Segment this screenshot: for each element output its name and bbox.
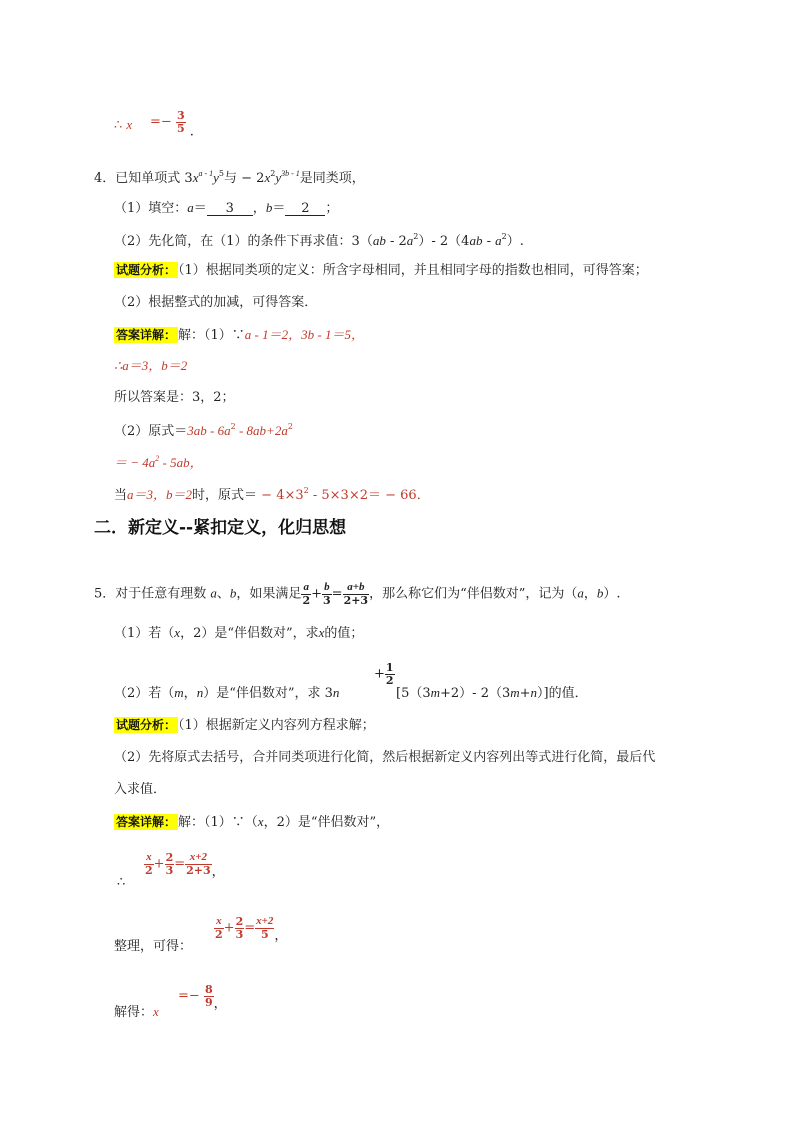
fraction-8-9 bbox=[204, 984, 214, 1008]
comma: ， bbox=[213, 996, 227, 1012]
var-n: n bbox=[530, 685, 538, 700]
eq-neg: =− bbox=[178, 988, 200, 1004]
text: 、 bbox=[216, 586, 230, 602]
q5-equation2 bbox=[214, 916, 287, 943]
fraction-num: a bbox=[303, 581, 310, 593]
comma: ， bbox=[274, 928, 288, 944]
text: （1）若（ bbox=[114, 626, 175, 641]
var-n: n bbox=[332, 685, 340, 700]
var-x: x bbox=[192, 170, 199, 185]
text: 的值； bbox=[324, 626, 364, 641]
text: ，如果满足 bbox=[236, 586, 302, 602]
fraction-den: 3 bbox=[235, 927, 244, 941]
fraction-num: 2 bbox=[235, 915, 244, 928]
var-a: a bbox=[495, 233, 502, 248]
q5-part2-bracket bbox=[396, 686, 588, 700]
text: +2）- 2（3 bbox=[440, 686, 511, 701]
text: - 2 bbox=[385, 234, 407, 249]
q4-part2 bbox=[114, 233, 524, 248]
answer-math: - 5ab， bbox=[159, 455, 203, 470]
answer-math: - 8ab+2a bbox=[235, 423, 288, 438]
equals: = bbox=[244, 920, 256, 936]
q4-answer-line6 bbox=[114, 487, 430, 502]
period: . bbox=[189, 124, 194, 140]
plus: + bbox=[153, 856, 165, 872]
section-heading bbox=[94, 520, 346, 537]
top-therefore-line bbox=[114, 118, 132, 132]
fraction-num: 1 bbox=[385, 661, 394, 674]
q5-equation1 bbox=[144, 852, 225, 879]
q5-part2-half bbox=[374, 662, 395, 686]
var-y: y bbox=[213, 170, 219, 185]
q5-answer-simplify-label bbox=[114, 940, 192, 953]
var-m: m bbox=[430, 685, 441, 700]
fraction-1-2 bbox=[385, 662, 395, 686]
text: ）是“伴侣数对”，求 3 bbox=[203, 686, 333, 701]
exponent: 5 bbox=[218, 169, 225, 178]
exponent: 2 bbox=[303, 486, 309, 495]
fraction-ab-5 bbox=[343, 582, 370, 606]
text: - bbox=[482, 234, 496, 249]
therefore-symbol: ∴ bbox=[117, 875, 126, 890]
var-b: b bbox=[265, 200, 273, 215]
answer-tag: 答案详解： bbox=[116, 815, 177, 829]
answer-text: （2）原式＝ bbox=[114, 424, 188, 439]
q4-part1-label: （1）填空： bbox=[114, 201, 188, 216]
fraction-num: x bbox=[216, 915, 222, 927]
q4-stem-text: 4．已知单项式 3 bbox=[94, 171, 193, 186]
section-title: 二．新定义--紧扣定义，化归思想 bbox=[94, 518, 347, 538]
fraction-num: a+b bbox=[347, 581, 365, 593]
q5-part1 bbox=[114, 626, 363, 640]
fraction-den: 3 bbox=[323, 593, 331, 607]
fraction-num: x bbox=[146, 851, 152, 863]
text: [5（3 bbox=[396, 686, 431, 701]
exponent: a - 1 bbox=[198, 169, 214, 178]
var-x: x bbox=[126, 117, 133, 132]
blank-a bbox=[207, 202, 253, 216]
var-x: x bbox=[264, 170, 271, 185]
fraction-den: 5 bbox=[176, 121, 185, 135]
q5-answer-line1 bbox=[114, 815, 389, 829]
q5-answer-therefore bbox=[117, 876, 125, 889]
q4-stem-text: 是同类项， bbox=[299, 171, 365, 186]
q5-analysis-line2 bbox=[114, 751, 655, 764]
var-a: a bbox=[210, 585, 217, 601]
fraction-den: 2+3 bbox=[343, 593, 369, 607]
answer-math: a＝3，b＝2 bbox=[127, 487, 193, 502]
equals: = bbox=[331, 586, 343, 602]
answer-a: 3 bbox=[225, 201, 234, 216]
eq-neg: =− bbox=[150, 114, 172, 130]
separator: ， bbox=[252, 201, 266, 216]
exponent: 2 bbox=[413, 232, 419, 241]
fraction-den: 9 bbox=[204, 995, 213, 1009]
q5-analysis-line3 bbox=[114, 783, 166, 796]
equals: ＝ bbox=[193, 201, 207, 216]
text: ）]的值． bbox=[537, 686, 588, 701]
answer-math: 3ab - 6a bbox=[187, 423, 231, 438]
comma: ， bbox=[211, 864, 225, 880]
exponent: 3b - 1 bbox=[281, 169, 300, 178]
analysis-text: （2）根据整式的加减，可得答案． bbox=[114, 295, 318, 310]
fraction-num: x+2 bbox=[256, 915, 274, 927]
therefore-symbol: ∴ bbox=[114, 118, 123, 133]
fraction-den: 2+3 bbox=[186, 863, 211, 877]
answer-text: 当 bbox=[114, 488, 128, 503]
var-x: x bbox=[257, 814, 264, 829]
fraction-den: 2 bbox=[145, 863, 153, 877]
analysis-text: （1）根据同类项的定义：所含字母相同，并且相同字母的指数也相同，可得答案； bbox=[178, 263, 648, 278]
q4-answer-line1 bbox=[114, 328, 364, 342]
q5-analysis-line1 bbox=[114, 719, 375, 732]
text: ）. bbox=[603, 586, 621, 602]
exponent: 2 bbox=[230, 422, 236, 431]
var-a: a bbox=[577, 585, 584, 601]
text: ， bbox=[583, 586, 597, 602]
var-x: x bbox=[318, 625, 325, 640]
fraction-a-2 bbox=[301, 582, 311, 606]
fraction-den: 2 bbox=[215, 927, 223, 941]
text: ，2）是“伴侣数对”，求 bbox=[180, 626, 319, 641]
answer-math: ＝ − 4a bbox=[114, 455, 156, 470]
q4-answer-line4 bbox=[114, 423, 293, 438]
equals: ＝ bbox=[272, 201, 286, 216]
fraction-num: 3 bbox=[176, 109, 185, 122]
q4-answer-line5 bbox=[114, 455, 203, 469]
text: （2）先化简，在（1）的条件下再求值：3（ bbox=[114, 234, 373, 249]
fraction-b-3 bbox=[322, 582, 332, 606]
var-a: a bbox=[406, 233, 414, 248]
fraction-num: 2 bbox=[165, 851, 174, 864]
fraction-2-3 bbox=[235, 916, 245, 940]
q4-part1 bbox=[114, 201, 338, 216]
text: ， bbox=[183, 686, 197, 701]
text: + bbox=[519, 686, 531, 701]
analysis-text: （2）先将原式去括号，合并同类项进行化简，然后根据新定义内容列出等式进行化简，最后代 bbox=[114, 750, 656, 765]
plus: + bbox=[374, 666, 385, 682]
answer-text: 时，原式＝ bbox=[192, 488, 258, 503]
fraction-den: 5 bbox=[255, 928, 274, 941]
q4-analysis-line2 bbox=[114, 296, 317, 309]
var-ab: ab bbox=[372, 233, 386, 248]
q4-answer-line3 bbox=[114, 391, 235, 404]
var-m: m bbox=[510, 685, 520, 700]
exponent: 2 bbox=[155, 454, 160, 463]
exponent: 2 bbox=[287, 422, 293, 431]
analysis-text: 入求值． bbox=[114, 782, 167, 797]
fraction-den: 2 bbox=[302, 593, 311, 607]
q4-stem bbox=[94, 170, 365, 185]
var-ab: ab bbox=[469, 233, 483, 248]
fraction-3-5 bbox=[176, 110, 186, 134]
answer-text: 解：（1）∵（ bbox=[178, 815, 258, 830]
var-m: m bbox=[174, 685, 184, 700]
var-x: x bbox=[153, 1004, 159, 1019]
text: ）. bbox=[506, 234, 524, 249]
fraction-2-3 bbox=[165, 852, 175, 876]
answer-tag: 答案详解： bbox=[116, 328, 177, 342]
var-n: n bbox=[196, 685, 204, 700]
plus: + bbox=[223, 920, 235, 936]
q5-part2 bbox=[114, 686, 339, 700]
var-a: a bbox=[187, 200, 194, 215]
analysis-tag: 试题分析： bbox=[116, 718, 177, 732]
var-y: y bbox=[275, 170, 282, 185]
semicolon: ； bbox=[325, 201, 339, 216]
var-b: b bbox=[229, 585, 237, 601]
answer-math: − 4×3 bbox=[257, 488, 304, 503]
q5-answer-solve-label bbox=[114, 1005, 159, 1019]
exponent: 2 bbox=[501, 232, 507, 241]
q5-solution-fraction bbox=[178, 984, 227, 1011]
q4-answer-line2 bbox=[114, 359, 187, 372]
fraction-den: 2 bbox=[385, 673, 394, 687]
q4-analysis-line1 bbox=[114, 264, 648, 277]
fraction-x-2 bbox=[144, 852, 154, 876]
text: （2）若（ bbox=[114, 686, 175, 701]
answer-math: - 5×3×2＝ − 66． bbox=[308, 488, 430, 503]
text: 5．对于任意有理数 bbox=[94, 586, 211, 602]
exponent: 2 bbox=[270, 169, 276, 178]
fraction-den: 3 bbox=[165, 863, 174, 877]
fraction-num: 8 bbox=[204, 983, 213, 996]
top-neg-fraction bbox=[150, 110, 194, 139]
plus: + bbox=[311, 586, 322, 602]
q4-stem-text: 与 − 2 bbox=[224, 171, 265, 186]
answer-text: 解：（1）∵ bbox=[178, 328, 245, 343]
answer-text: ，2）是“伴侣数对”， bbox=[263, 815, 390, 830]
analysis-tag: 试题分析： bbox=[116, 263, 177, 277]
fraction-x2-5 bbox=[255, 916, 274, 940]
answer-text: 整理，可得： bbox=[114, 939, 193, 954]
text: ）- 2（4 bbox=[418, 234, 470, 249]
analysis-text: （1）根据新定义内容列方程求解； bbox=[178, 718, 375, 733]
fraction-x2-5 bbox=[185, 852, 212, 876]
var-b: b bbox=[596, 585, 604, 601]
fraction-num: x+2 bbox=[189, 851, 208, 863]
equals: = bbox=[174, 856, 186, 872]
q5-stem bbox=[94, 582, 621, 606]
answer-math: a - 1＝2，3b - 1＝5， bbox=[244, 327, 364, 342]
answer-b: 2 bbox=[301, 201, 310, 216]
fraction-x-2 bbox=[214, 916, 224, 940]
text: ，那么称它们为“伴侣数对”，记为（ bbox=[369, 586, 578, 602]
var-x: x bbox=[174, 625, 181, 640]
fraction-num: b bbox=[324, 581, 330, 593]
answer-text: 所以答案是：3，2； bbox=[114, 390, 235, 405]
answer-math: ∴a＝3，b＝2 bbox=[114, 358, 188, 373]
answer-text: 解得： bbox=[114, 1005, 154, 1020]
blank-b bbox=[285, 202, 325, 216]
